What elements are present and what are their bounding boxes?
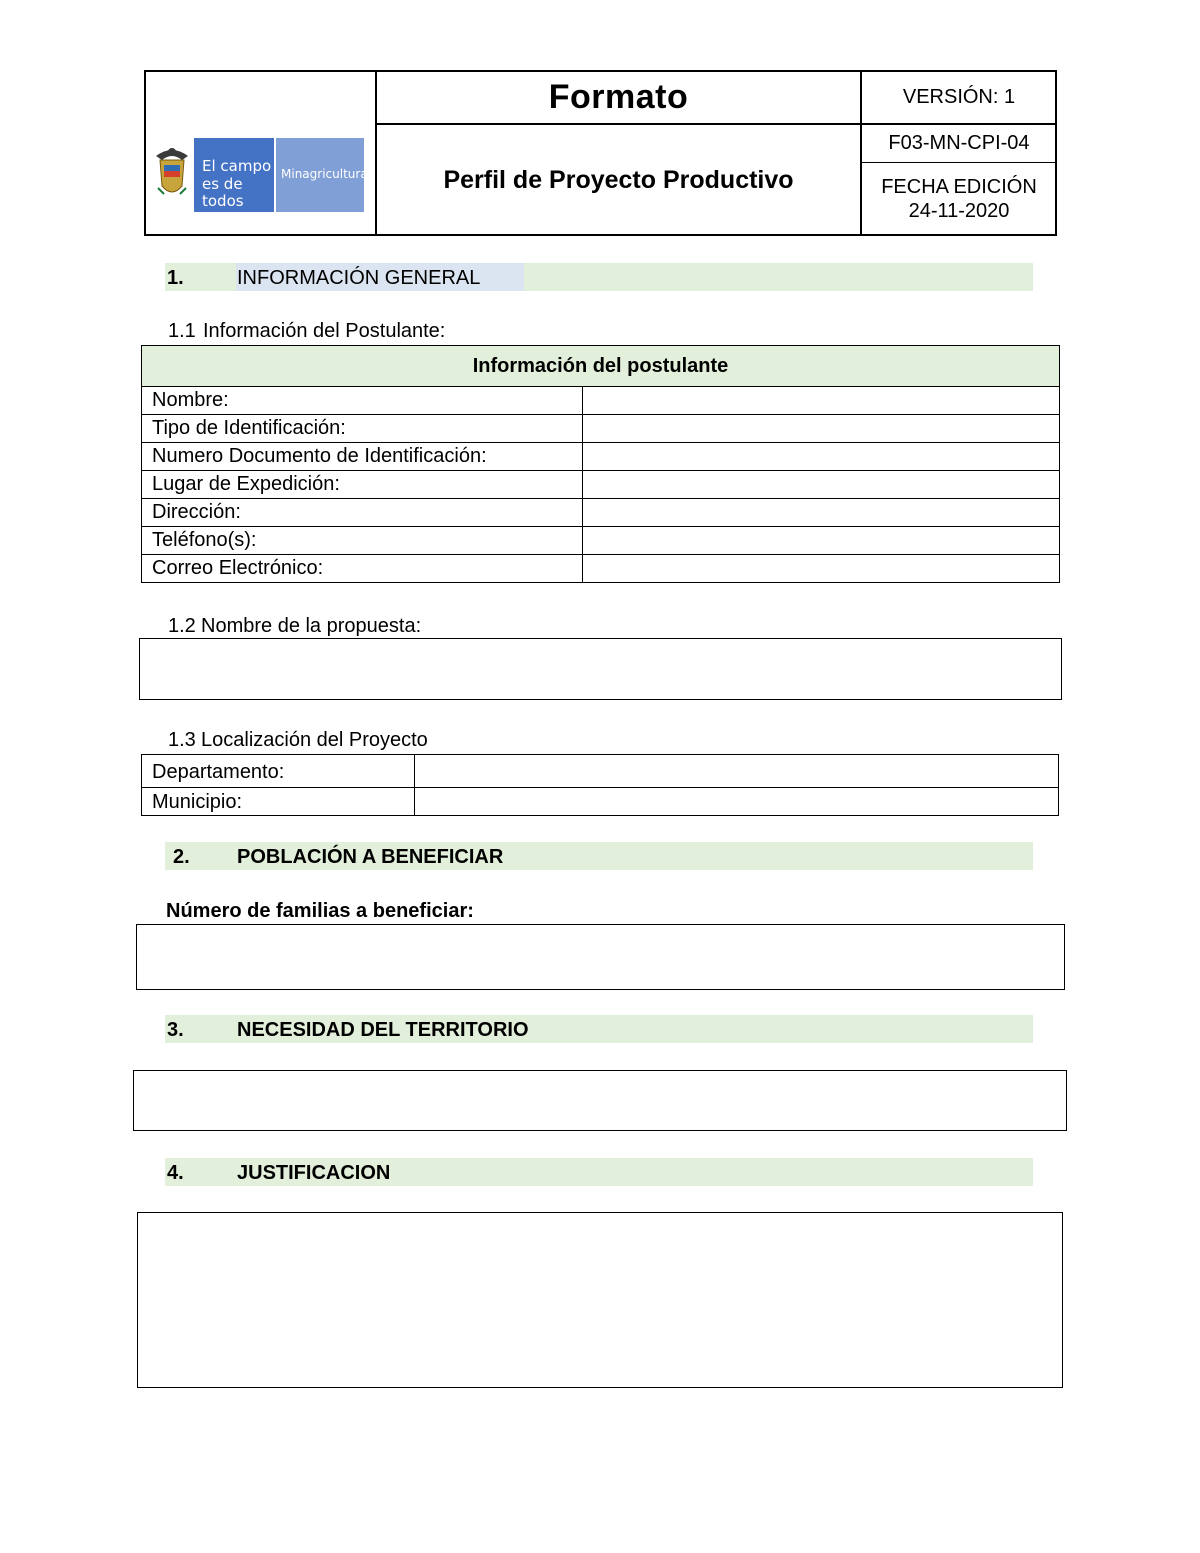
section-3-number: 3. <box>167 1019 184 1041</box>
row-label: Tipo de Identificación: <box>152 417 346 439</box>
section-4-title: JUSTIFICACION <box>237 1162 391 1184</box>
proposal-name-field[interactable] <box>139 638 1062 700</box>
applicant-id-number-value[interactable] <box>582 442 1060 471</box>
applicant-email-value[interactable] <box>582 554 1060 583</box>
territory-need-field[interactable] <box>133 1070 1067 1131</box>
header-edition-label: FECHA EDICIÓN <box>881 176 1037 198</box>
logo-ministry-panel <box>276 138 368 212</box>
municipality-value[interactable] <box>414 787 1059 816</box>
header-code: F03-MN-CPI-04 <box>888 132 1030 154</box>
header-subtitle: Perfil de Proyecto Productivo <box>443 166 794 194</box>
subsection-1-1-title: Información del Postulante: <box>203 320 446 342</box>
table-row <box>141 498 583 527</box>
section-1-title: INFORMACIÓN GENERAL <box>237 267 481 289</box>
subsection-1-3-title: Localización del Proyecto <box>201 729 428 751</box>
location-table <box>141 754 1059 816</box>
table-row <box>141 787 415 816</box>
section-3-title: NECESIDAD DEL TERRITORIO <box>237 1019 529 1041</box>
header-version: VERSIÓN: 1 <box>902 86 1016 108</box>
header-divider <box>861 162 1056 163</box>
subsection-1-2-number: 1.2 <box>168 615 196 637</box>
table-row <box>141 470 583 499</box>
row-label: Dirección: <box>152 501 241 523</box>
table-row <box>141 754 415 788</box>
families-count-field[interactable] <box>136 924 1065 990</box>
logo-emblem-area <box>152 138 192 212</box>
logo-line2: es de todos <box>202 175 244 210</box>
table-row <box>141 386 583 415</box>
row-label: Correo Electrónico: <box>152 557 324 579</box>
table-row <box>141 526 583 555</box>
applicant-name-value[interactable] <box>582 386 1060 415</box>
justification-field[interactable] <box>137 1212 1063 1388</box>
table-row <box>141 554 583 583</box>
table-row <box>141 414 583 443</box>
logo-tagline-panel <box>194 138 274 212</box>
table-row <box>141 442 583 471</box>
subsection-1-3-number: 1.3 <box>168 729 196 751</box>
header-edition-date: 24-11-2020 <box>908 200 1010 222</box>
row-label: Municipio: <box>152 791 243 813</box>
department-value[interactable] <box>414 754 1059 788</box>
applicant-issue-place-value[interactable] <box>582 470 1060 499</box>
applicant-phone-value[interactable] <box>582 526 1060 555</box>
families-label: Número de familias a beneficiar: <box>166 900 474 922</box>
applicant-table <box>141 386 1060 584</box>
row-label: Numero Documento de Identificación: <box>152 445 487 467</box>
section-2-number: 2. <box>173 846 190 868</box>
row-label: Departamento: <box>152 761 285 783</box>
ministry-logo <box>152 138 368 212</box>
section-2-title: POBLACIÓN A BENEFICIAR <box>237 846 504 868</box>
row-label: Nombre: <box>152 389 229 411</box>
applicant-table-title: Información del postulante <box>472 355 729 377</box>
subsection-1-2-title: Nombre de la propuesta: <box>201 615 422 637</box>
row-label: Teléfono(s): <box>152 529 257 551</box>
applicant-id-type-value[interactable] <box>582 414 1060 443</box>
colombia-coat-of-arms-icon <box>152 138 192 212</box>
row-label: Lugar de Expedición: <box>152 473 340 495</box>
section-1-number: 1. <box>167 267 184 289</box>
applicant-address-value[interactable] <box>582 498 1060 527</box>
logo-ministry: Minagricultura <box>281 167 368 181</box>
header-title: Formato <box>548 78 689 116</box>
section-4-number: 4. <box>167 1162 184 1184</box>
subsection-1-1-number: 1.1 <box>168 320 196 342</box>
logo-line1: El campo <box>202 157 272 175</box>
